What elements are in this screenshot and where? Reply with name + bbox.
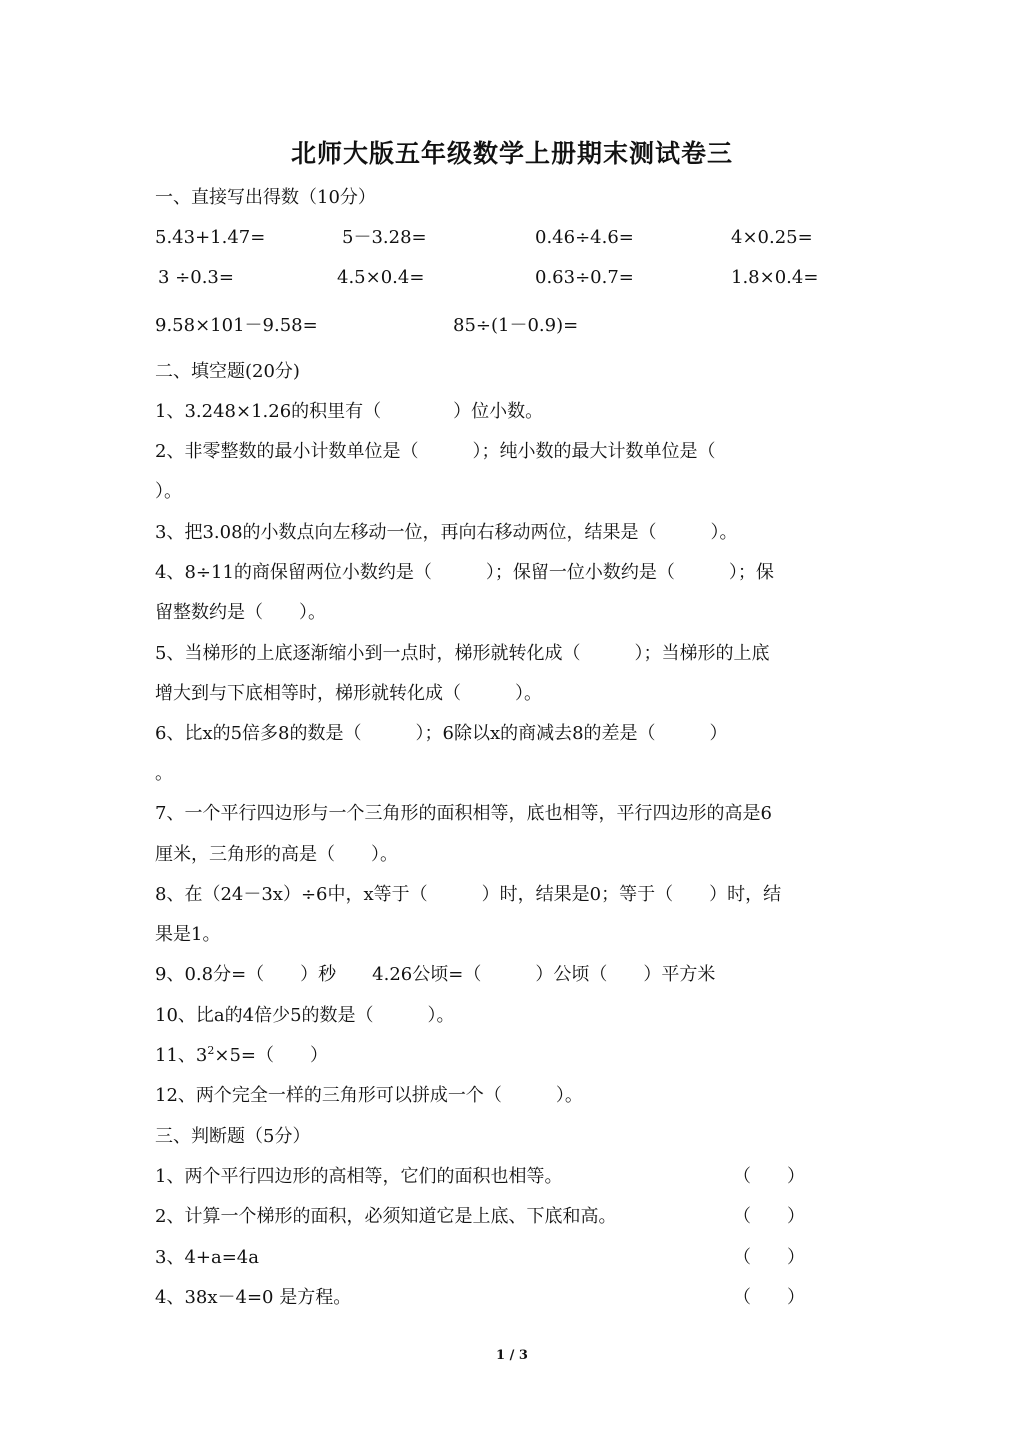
judge-q3: 3、4+a=4a <box>155 1247 259 1268</box>
calc-r1c1: 5.43+1.47= <box>155 227 266 248</box>
judge-q4-answer-paren: （ ） <box>733 1287 805 1308</box>
fill-q5-line2: 增大到与下底相等时，梯形就转化成（ ）。 <box>155 683 542 704</box>
calc-r1c3: 0.46÷4.6= <box>535 227 634 248</box>
fill-q11-pre: 11、3 <box>155 1045 208 1066</box>
fill-q4-line1: 4、8÷11的商保留两位小数约是（ ）；保留一位小数约是（ ）；保 <box>155 562 774 583</box>
fill-q7-line2: 厘米，三角形的高是（ ）。 <box>155 844 398 865</box>
judge-q1: 1、两个平行四边形的高相等，它们的面积也相等。 <box>155 1166 563 1187</box>
judge-q3-answer-paren: （ ） <box>733 1247 805 1268</box>
judge-q2: 2、计算一个梯形的面积，必须知道它是上底、下底和高。 <box>155 1206 617 1227</box>
fill-q7-line1: 7、一个平行四边形与一个三角形的面积相等，底也相等，平行四边形的高是6 <box>155 803 772 824</box>
fill-q9: 9、0.8分=（ ）秒 4.26公顷=（ ）公顷（ ）平方米 <box>155 964 716 985</box>
fill-q6-line2: 。 <box>155 763 173 784</box>
fill-q11 <box>155 1042 328 1070</box>
calc-r2c2: 4.5×0.4= <box>337 267 425 288</box>
section1-heading: 一、直接写出得数（10分） <box>155 187 376 208</box>
calc-r2c1-text: 3 ÷0.3= <box>158 267 234 288</box>
fill-q6-line1: 6、比x的5倍多8的数是（ ）；6除以x的商减去8的差是（ ） <box>155 723 728 744</box>
fill-q2-line1: 2、非零整数的最小计数单位是（ ）；纯小数的最大计数单位是（ <box>155 441 716 462</box>
fill-q2-line2: ）。 <box>155 481 182 502</box>
calc-r3c2: 85÷(1－0.9)= <box>453 315 579 336</box>
page-title: 北师大版五年级数学上册期末测试卷三 <box>290 139 733 168</box>
calc-r2c4: 1.8×0.4= <box>731 267 819 288</box>
calc-r3c1: 9.58×101－9.58= <box>155 315 318 336</box>
fill-q11-post: ×5=（ ） <box>214 1045 328 1066</box>
calc-r1c2: 5－3.28= <box>342 227 427 248</box>
page-number: 1 / 3 <box>496 1348 528 1363</box>
judge-q1-answer-paren: （ ） <box>733 1166 805 1187</box>
calc-r2c3: 0.63÷0.7= <box>535 267 634 288</box>
fill-q12: 12、两个完全一样的三角形可以拼成一个（ ）。 <box>155 1085 583 1106</box>
fill-q8-line1: 8、在（24－3x）÷6中，x等于（ ）时，结果是0；等于（ ）时，结 <box>155 884 782 905</box>
section3-heading: 三、判断题（5分） <box>155 1126 311 1147</box>
fill-q1: 1、3.248×1.26的积里有（ ）位小数。 <box>155 401 544 422</box>
fill-q11-exponent: 2 <box>207 1044 215 1057</box>
judge-q4: 4、38x－4=0 是方程。 <box>155 1287 352 1308</box>
section2-heading: 二、填空题(20分) <box>155 361 300 382</box>
fill-q5-line1: 5、当梯形的上底逐渐缩小到一点时，梯形就转化成（ ）；当梯形的上底 <box>155 643 770 664</box>
fill-q8-line2: 果是1。 <box>155 924 221 945</box>
calc-r1c4: 4×0.25= <box>731 227 813 248</box>
fill-q10: 10、比a的4倍少5的数是（ ）。 <box>155 1005 455 1026</box>
fill-q3: 3、把3.08的小数点向左移动一位，再向右移动两位，结果是（ ）。 <box>155 522 738 543</box>
judge-q2-answer-paren: （ ） <box>733 1206 805 1227</box>
fill-q4-line2: 留整数约是（ ）。 <box>155 602 326 623</box>
